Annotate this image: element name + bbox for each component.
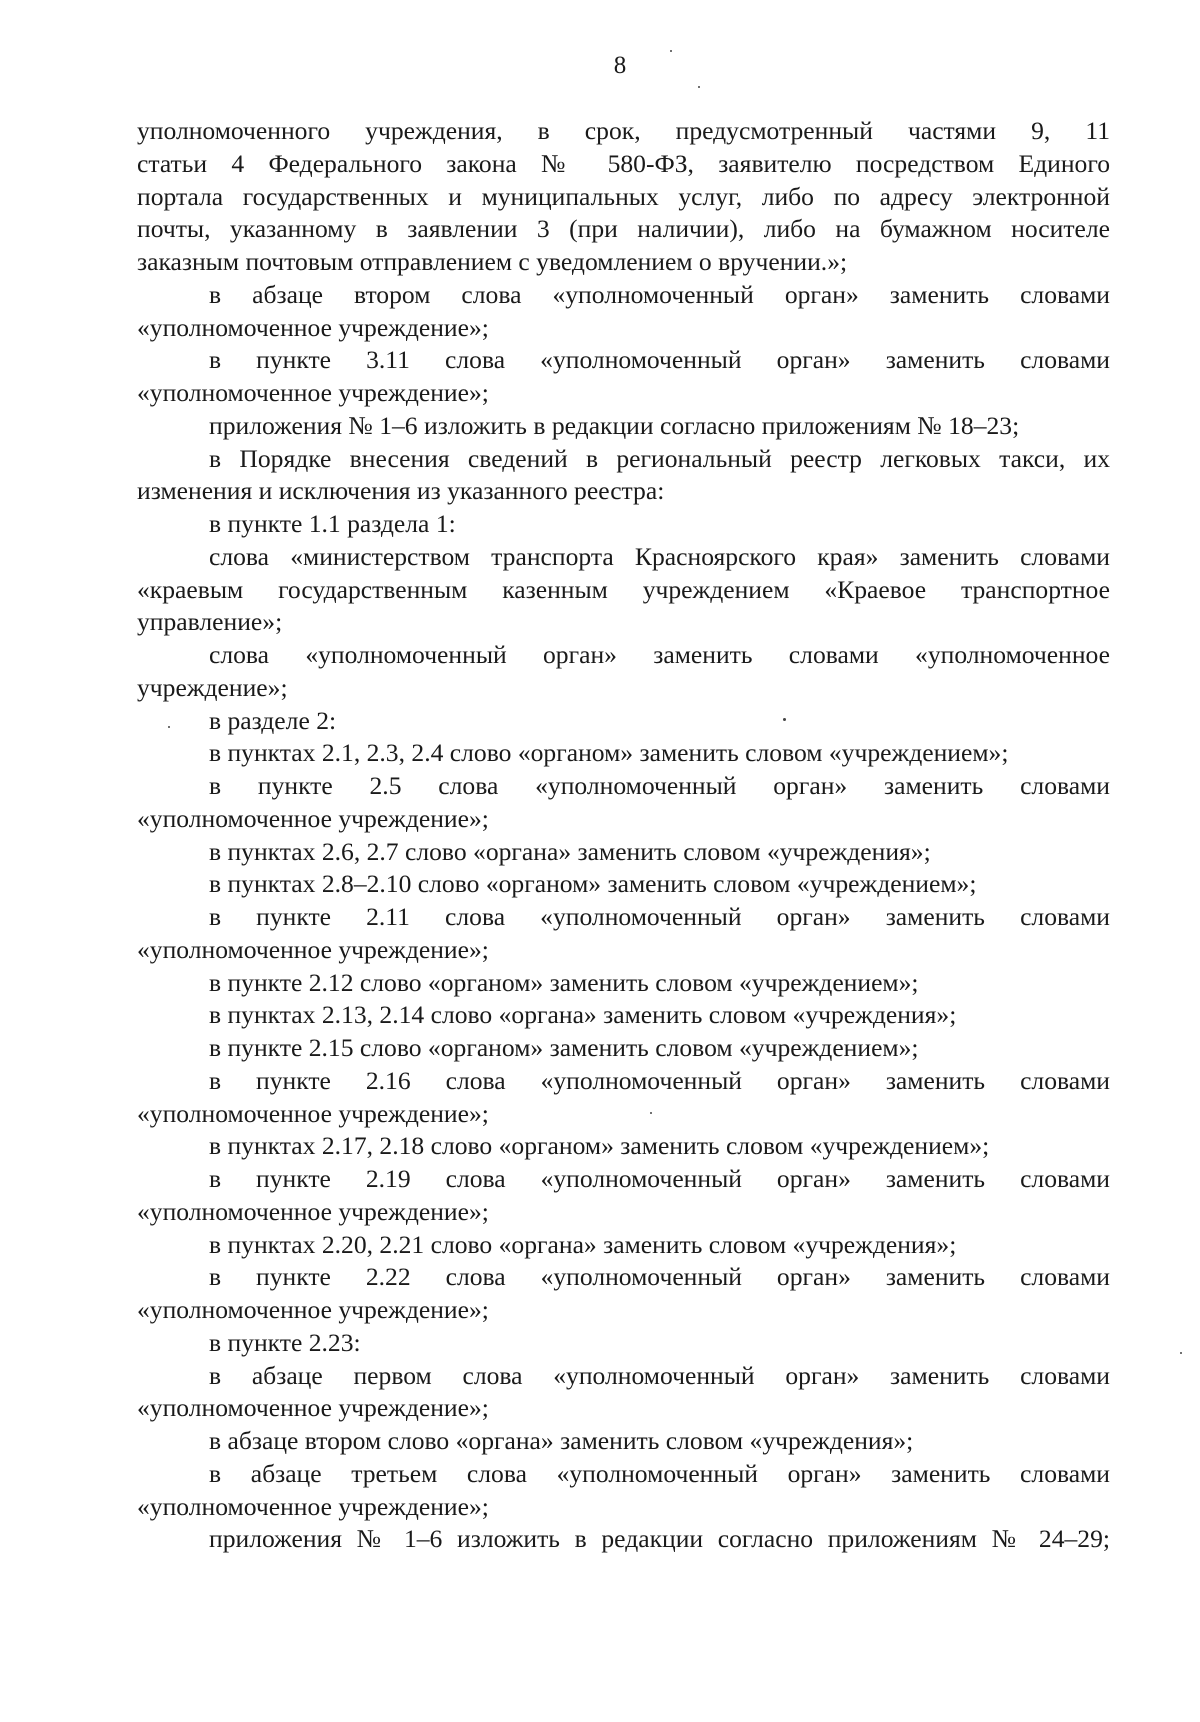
text-line: в абзаце первом слова «уполномоченный орган» заменить словами bbox=[209, 1360, 1110, 1390]
text-line: в пунктах 2.8–2.10 слово «органом» заменить словом «учреждением»; bbox=[209, 869, 977, 899]
text-line: «уполномоченное учреждение»; bbox=[137, 934, 489, 964]
text-line: почты, указанному в заявлении 3 (при наличии), либо на бумажном носителе bbox=[137, 214, 1110, 244]
text-line: в пункте 2.12 слово «органом» заменить словом «учреждением»; bbox=[209, 967, 919, 997]
text-line: «уполномоченное учреждение»; bbox=[137, 803, 489, 833]
text-line: слова «уполномоченный орган» заменить словами «уполномоченное bbox=[209, 640, 1110, 669]
text-line: «краевым государственным казенным учреждением «Краевое транспортное bbox=[137, 574, 1110, 604]
text-line: в пункте 2.11 слова «уполномоченный орган» заменить словами bbox=[209, 902, 1110, 931]
text-line: в пункте 2.23: bbox=[209, 1327, 361, 1357]
text-line: портала государственных и муниципальных услуг, либо по адресу электронной bbox=[137, 181, 1110, 211]
text-line: в абзаце третьем слова «уполномоченный орган» заменить словами bbox=[209, 1458, 1110, 1488]
text-line: в пунктах 2.13, 2.14 слово «органа» заменить словом «учреждения»; bbox=[209, 1000, 957, 1030]
text-line: в пункте 2.22 слова «уполномоченный орган» заменить словами bbox=[209, 1262, 1110, 1292]
text-line: заказным почтовым отправлением с уведомлением о вручении.»; bbox=[137, 247, 848, 276]
text-line: «уполномоченное учреждение»; bbox=[137, 378, 489, 407]
text-line: в пункте 1.1 раздела 1: bbox=[209, 509, 456, 538]
text-line: управление»; bbox=[137, 607, 283, 637]
text-line: в Порядке внесения сведений в региональный реестр легковых такси, их bbox=[209, 443, 1110, 473]
text-line: приложения № 1–6 изложить в редакции согласно приложениям № 18–23; bbox=[209, 410, 1020, 440]
text-line: в пунктах 2.1, 2.3, 2.4 слово «органом» заменить словом «учреждением»; bbox=[209, 738, 1009, 768]
scan-speck bbox=[1180, 1352, 1182, 1354]
scan-speck bbox=[783, 718, 786, 721]
text-line: в пункте 2.19 слова «уполномоченный орган» заменить словами bbox=[209, 1164, 1110, 1193]
text-line: в пункте 2.15 слово «органом» заменить словом «учреждением»; bbox=[209, 1033, 919, 1062]
text-line: слова «министерством транспорта Красноярского края» заменить словами bbox=[209, 541, 1110, 571]
text-line: «уполномоченное учреждение»; bbox=[137, 312, 489, 342]
text-line: «уполномоченное учреждение»; bbox=[137, 1393, 489, 1423]
text-line: «уполномоченное учреждение»; bbox=[137, 1196, 489, 1226]
text-line: «уполномоченное учреждение»; bbox=[137, 1295, 489, 1324]
scan-speck bbox=[650, 1112, 652, 1114]
scan-speck bbox=[670, 50, 672, 52]
text-line: статьи 4 Федерального закона № 580-ФЗ, заявителю посредством Единого bbox=[137, 148, 1110, 178]
text-line: в разделе 2: bbox=[209, 705, 337, 735]
scan-speck bbox=[168, 726, 170, 728]
document-body bbox=[137, 115, 1110, 1556]
scan-speck bbox=[698, 86, 700, 88]
text-line: в пунктах 2.20, 2.21 слово «органа» заменить словом «учреждения»; bbox=[209, 1229, 957, 1259]
text-line: приложения № 1–6 изложить в редакции согласно приложениям № 24–29; bbox=[209, 1524, 1110, 1554]
text-line: «уполномоченное учреждение»; bbox=[137, 1491, 489, 1521]
text-line: в пунктах 2.17, 2.18 слово «органом» заменить словом «учреждением»; bbox=[209, 1131, 990, 1161]
text-line: изменения и исключения из указанного реестра: bbox=[137, 476, 665, 506]
text-line: в абзаце втором слово «органа» заменить словом «учреждения»; bbox=[209, 1426, 914, 1455]
page-number: 8 bbox=[613, 52, 627, 79]
text-line: в пункте 3.11 слова «уполномоченный орган» заменить словами bbox=[209, 345, 1110, 375]
text-line: уполномоченного учреждения, в срок, предусмотренный частями 9, 11 bbox=[137, 116, 1110, 145]
text-line: в пункте 2.16 слова «уполномоченный орган» заменить словами bbox=[209, 1065, 1110, 1095]
text-line: в абзаце втором слова «уполномоченный орган» заменить словами bbox=[209, 279, 1110, 309]
text-line: «уполномоченное учреждение»; bbox=[137, 1098, 489, 1128]
text-line: в пункте 2.5 слова «уполномоченный орган» заменить словами bbox=[209, 771, 1110, 800]
text-line: учреждение»; bbox=[137, 672, 288, 702]
text-line: в пунктах 2.6, 2.7 слово «органа» заменить словом «учреждения»; bbox=[209, 836, 931, 866]
